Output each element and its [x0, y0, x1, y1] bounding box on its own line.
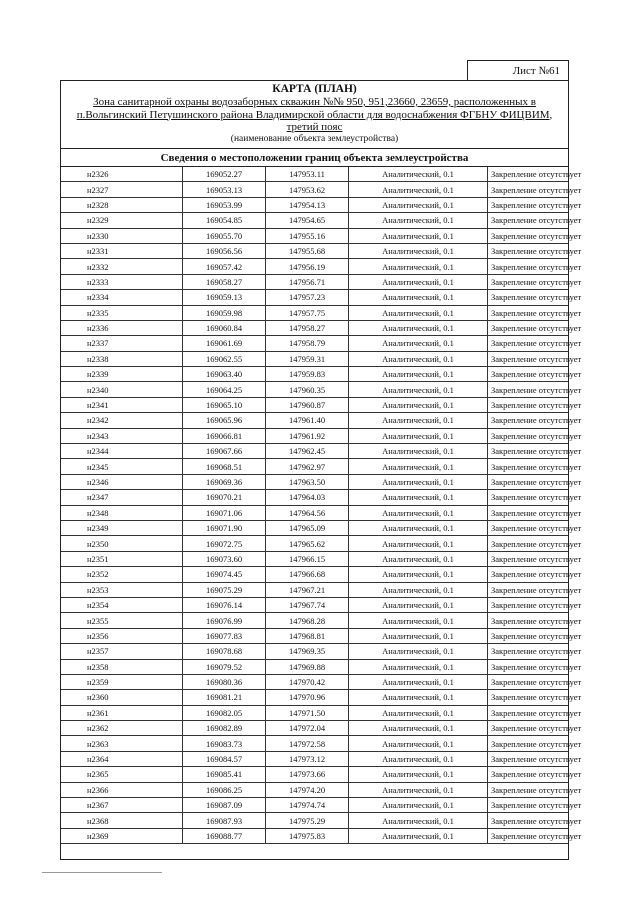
point-id-cell: н2334 [61, 290, 183, 305]
y-coordinate-cell: 147973.12 [266, 751, 349, 766]
method-cell: Аналитический, 0.1 [349, 644, 488, 659]
y-coordinate-cell: 147968.28 [266, 613, 349, 628]
table-row [61, 505, 568, 520]
x-coordinate-cell: 169079.52 [183, 659, 266, 674]
y-coordinate-cell: 147969.35 [266, 644, 349, 659]
fixation-cell: Закрепление отсутствует [488, 551, 569, 566]
x-coordinate-cell: 169074.45 [183, 567, 266, 582]
fixation-cell: Закрепление отсутствует [488, 320, 569, 335]
fixation-cell: Закрепление отсутствует [488, 490, 569, 505]
method-cell: Аналитический, 0.1 [349, 674, 488, 689]
table-row [61, 551, 568, 566]
x-coordinate-cell: 169068.51 [183, 459, 266, 474]
table-row [61, 798, 568, 813]
fixation-cell: Закрепление отсутствует [488, 274, 569, 289]
method-cell: Аналитический, 0.1 [349, 582, 488, 597]
x-coordinate-cell: 169065.10 [183, 397, 266, 412]
point-id-cell: н2349 [61, 520, 183, 535]
fixation-cell: Закрепление отсутствует [488, 382, 569, 397]
point-id-cell: н2350 [61, 536, 183, 551]
table-row [61, 382, 568, 397]
method-cell: Аналитический, 0.1 [349, 520, 488, 535]
table-row [61, 690, 568, 705]
point-id-cell: н2341 [61, 397, 183, 412]
y-coordinate-cell: 147956.71 [266, 274, 349, 289]
point-id-cell: н2363 [61, 736, 183, 751]
y-coordinate-cell: 147953.62 [266, 182, 349, 197]
table-row [61, 444, 568, 459]
y-coordinate-cell: 147961.92 [266, 428, 349, 443]
y-coordinate-cell: 147955.16 [266, 228, 349, 243]
point-id-cell: н2342 [61, 413, 183, 428]
table-row [61, 767, 568, 782]
fixation-cell: Закрепление отсутствует [488, 505, 569, 520]
y-coordinate-cell: 147962.45 [266, 444, 349, 459]
y-coordinate-cell: 147967.74 [266, 597, 349, 612]
point-id-cell: н2367 [61, 798, 183, 813]
method-cell: Аналитический, 0.1 [349, 197, 488, 212]
method-cell: Аналитический, 0.1 [349, 274, 488, 289]
x-coordinate-cell: 169083.73 [183, 736, 266, 751]
y-coordinate-cell: 147956.19 [266, 259, 349, 274]
x-coordinate-cell: 169071.06 [183, 505, 266, 520]
table-row [61, 736, 568, 751]
fixation-cell: Закрепление отсутствует [488, 413, 569, 428]
y-coordinate-cell: 147971.50 [266, 705, 349, 720]
table-row [61, 644, 568, 659]
x-coordinate-cell: 169054.85 [183, 213, 266, 228]
fixation-cell: Закрепление отсутствует [488, 613, 569, 628]
y-coordinate-cell: 147967.21 [266, 582, 349, 597]
y-coordinate-cell: 147954.65 [266, 213, 349, 228]
method-cell: Аналитический, 0.1 [349, 721, 488, 736]
method-cell: Аналитический, 0.1 [349, 536, 488, 551]
point-id-cell: н2326 [61, 167, 183, 182]
x-coordinate-cell: 169088.77 [183, 828, 266, 843]
y-coordinate-cell: 147970.96 [266, 690, 349, 705]
x-coordinate-cell: 169055.70 [183, 228, 266, 243]
table-row [61, 274, 568, 289]
x-coordinate-cell: 169077.83 [183, 628, 266, 643]
fixation-cell: Закрепление отсутствует [488, 474, 569, 489]
point-id-cell: н2345 [61, 459, 183, 474]
x-coordinate-cell: 169062.55 [183, 351, 266, 366]
fixation-cell: Закрепление отсутствует [488, 459, 569, 474]
fixation-cell: Закрепление отсутствует [488, 536, 569, 551]
x-coordinate-cell: 169053.99 [183, 197, 266, 212]
point-id-cell: н2357 [61, 644, 183, 659]
y-coordinate-cell: 147968.81 [266, 628, 349, 643]
table-row [61, 243, 568, 258]
method-cell: Аналитический, 0.1 [349, 597, 488, 612]
y-coordinate-cell: 147970.42 [266, 674, 349, 689]
point-id-cell: н2364 [61, 751, 183, 766]
x-coordinate-cell: 169070.21 [183, 490, 266, 505]
method-cell: Аналитический, 0.1 [349, 320, 488, 335]
method-cell: Аналитический, 0.1 [349, 551, 488, 566]
y-coordinate-cell: 147965.62 [266, 536, 349, 551]
point-id-cell: н2328 [61, 197, 183, 212]
y-coordinate-cell: 147972.04 [266, 721, 349, 736]
method-cell: Аналитический, 0.1 [349, 351, 488, 366]
table-row [61, 705, 568, 720]
point-id-cell: н2362 [61, 721, 183, 736]
table-row [61, 336, 568, 351]
fixation-cell: Закрепление отсутствует [488, 644, 569, 659]
point-id-cell: н2327 [61, 182, 183, 197]
x-coordinate-cell: 169087.93 [183, 813, 266, 828]
y-coordinate-cell: 147957.23 [266, 290, 349, 305]
fixation-cell: Закрепление отсутствует [488, 290, 569, 305]
x-coordinate-cell: 169067.66 [183, 444, 266, 459]
x-coordinate-cell: 169071.90 [183, 520, 266, 535]
table-row [61, 459, 568, 474]
point-id-cell: н2333 [61, 274, 183, 289]
x-coordinate-cell: 169085.41 [183, 767, 266, 782]
table-row [61, 628, 568, 643]
object-description-line-2: п.Вольгинский Петушинского района Владимирской области для водоснабжения ФГБНУ ФИЦВИМ, [76, 108, 553, 121]
fixation-cell: Закрепление отсутствует [488, 397, 569, 412]
method-cell: Аналитический, 0.1 [349, 505, 488, 520]
method-cell: Аналитический, 0.1 [349, 736, 488, 751]
fixation-cell: Закрепление отсутствует [488, 520, 569, 535]
fixation-cell: Закрепление отсутствует [488, 213, 569, 228]
coordinates-table-body [61, 167, 582, 844]
point-id-cell: н2339 [61, 367, 183, 382]
method-cell: Аналитический, 0.1 [349, 813, 488, 828]
method-cell: Аналитический, 0.1 [349, 305, 488, 320]
x-coordinate-cell: 169052.27 [183, 167, 266, 182]
point-id-cell: н2344 [61, 444, 183, 459]
point-id-cell: н2347 [61, 490, 183, 505]
method-cell: Аналитический, 0.1 [349, 382, 488, 397]
method-cell: Аналитический, 0.1 [349, 567, 488, 582]
table-row [61, 613, 568, 628]
fixation-cell: Закрепление отсутствует [488, 582, 569, 597]
table-row [61, 413, 568, 428]
table-row [61, 751, 568, 766]
x-coordinate-cell: 169059.98 [183, 305, 266, 320]
point-id-cell: н2365 [61, 767, 183, 782]
y-coordinate-cell: 147974.20 [266, 782, 349, 797]
table-row [61, 782, 568, 797]
x-coordinate-cell: 169084.57 [183, 751, 266, 766]
x-coordinate-cell: 169057.42 [183, 259, 266, 274]
method-cell: Аналитический, 0.1 [349, 459, 488, 474]
method-cell: Аналитический, 0.1 [349, 705, 488, 720]
y-coordinate-cell: 147965.09 [266, 520, 349, 535]
method-cell: Аналитический, 0.1 [349, 182, 488, 197]
method-cell: Аналитический, 0.1 [349, 828, 488, 843]
table-row [61, 290, 568, 305]
fixation-cell: Закрепление отсутствует [488, 628, 569, 643]
fixation-cell: Закрепление отсутствует [488, 351, 569, 366]
table-row [61, 582, 568, 597]
fixation-cell: Закрепление отсутствует [488, 751, 569, 766]
object-description-line-3: третий пояс [286, 121, 343, 133]
x-coordinate-cell: 169063.40 [183, 367, 266, 382]
y-coordinate-cell: 147954.13 [266, 197, 349, 212]
point-id-cell: н2368 [61, 813, 183, 828]
point-id-cell: н2353 [61, 582, 183, 597]
point-id-cell: н2348 [61, 505, 183, 520]
point-id-cell: н2329 [61, 213, 183, 228]
point-id-cell: н2354 [61, 597, 183, 612]
y-coordinate-cell: 147960.87 [266, 397, 349, 412]
point-id-cell: н2369 [61, 828, 183, 843]
method-cell: Аналитический, 0.1 [349, 213, 488, 228]
x-coordinate-cell: 169073.60 [183, 551, 266, 566]
fixation-cell: Закрепление отсутствует [488, 736, 569, 751]
fixation-cell: Закрепление отсутствует [488, 197, 569, 212]
x-coordinate-cell: 169086.25 [183, 782, 266, 797]
coordinates-table [61, 167, 582, 844]
document-header [61, 81, 568, 149]
method-cell: Аналитический, 0.1 [349, 767, 488, 782]
point-id-cell: н2337 [61, 336, 183, 351]
method-cell: Аналитический, 0.1 [349, 243, 488, 258]
table-row [61, 228, 568, 243]
table-row [61, 520, 568, 535]
point-id-cell: н2343 [61, 428, 183, 443]
table-row [61, 367, 568, 382]
point-id-cell: н2335 [61, 305, 183, 320]
y-coordinate-cell: 147961.40 [266, 413, 349, 428]
x-coordinate-cell: 169072.75 [183, 536, 266, 551]
fixation-cell: Закрепление отсутствует [488, 228, 569, 243]
method-cell: Аналитический, 0.1 [349, 336, 488, 351]
x-coordinate-cell: 169081.21 [183, 690, 266, 705]
y-coordinate-cell: 147960.35 [266, 382, 349, 397]
x-coordinate-cell: 169061.69 [183, 336, 266, 351]
method-cell: Аналитический, 0.1 [349, 782, 488, 797]
x-coordinate-cell: 169087.09 [183, 798, 266, 813]
table-row [61, 490, 568, 505]
method-cell: Аналитический, 0.1 [349, 474, 488, 489]
table-row [61, 320, 568, 335]
fixation-cell: Закрепление отсутствует [488, 721, 569, 736]
x-coordinate-cell: 169075.29 [183, 582, 266, 597]
method-cell: Аналитический, 0.1 [349, 290, 488, 305]
method-cell: Аналитический, 0.1 [349, 490, 488, 505]
table-row [61, 397, 568, 412]
x-coordinate-cell: 169069.36 [183, 474, 266, 489]
x-coordinate-cell: 169080.36 [183, 674, 266, 689]
point-id-cell: н2361 [61, 705, 183, 720]
y-coordinate-cell: 147964.03 [266, 490, 349, 505]
y-coordinate-cell: 147973.66 [266, 767, 349, 782]
point-id-cell: н2338 [61, 351, 183, 366]
y-coordinate-cell: 147972.58 [266, 736, 349, 751]
y-coordinate-cell: 147955.68 [266, 243, 349, 258]
table-row [61, 597, 568, 612]
fixation-cell: Закрепление отсутствует [488, 659, 569, 674]
x-coordinate-cell: 169060.84 [183, 320, 266, 335]
y-coordinate-cell: 147959.83 [266, 367, 349, 382]
method-cell: Аналитический, 0.1 [349, 444, 488, 459]
sheet-number: Лист №61 [467, 60, 569, 80]
point-id-cell: н2352 [61, 567, 183, 582]
x-coordinate-cell: 169064.25 [183, 382, 266, 397]
fixation-cell: Закрепление отсутствует [488, 259, 569, 274]
table-row [61, 659, 568, 674]
table-row [61, 351, 568, 366]
fixation-cell: Закрепление отсутствует [488, 367, 569, 382]
y-coordinate-cell: 147957.75 [266, 305, 349, 320]
x-coordinate-cell: 169065.96 [183, 413, 266, 428]
method-cell: Аналитический, 0.1 [349, 228, 488, 243]
point-id-cell: н2330 [61, 228, 183, 243]
point-id-cell: н2346 [61, 474, 183, 489]
method-cell: Аналитический, 0.1 [349, 690, 488, 705]
point-id-cell: н2332 [61, 259, 183, 274]
point-id-cell: н2336 [61, 320, 183, 335]
fixation-cell: Закрепление отсутствует [488, 428, 569, 443]
fixation-cell: Закрепление отсутствует [488, 243, 569, 258]
table-row [61, 674, 568, 689]
document-title: КАРТА (ПЛАН) [272, 83, 357, 95]
y-coordinate-cell: 147963.50 [266, 474, 349, 489]
table-row [61, 182, 568, 197]
method-cell: Аналитический, 0.1 [349, 367, 488, 382]
point-id-cell: н2340 [61, 382, 183, 397]
fixation-cell: Закрепление отсутствует [488, 444, 569, 459]
x-coordinate-cell: 169078.68 [183, 644, 266, 659]
table-row [61, 197, 568, 212]
method-cell: Аналитический, 0.1 [349, 659, 488, 674]
x-coordinate-cell: 169076.14 [183, 597, 266, 612]
fixation-cell: Закрепление отсутствует [488, 182, 569, 197]
table-row [61, 305, 568, 320]
document-frame [60, 80, 582, 860]
table-row [61, 828, 568, 843]
point-id-cell: н2359 [61, 674, 183, 689]
method-cell: Аналитический, 0.1 [349, 751, 488, 766]
table-row [61, 536, 568, 551]
point-id-cell: н2360 [61, 690, 183, 705]
y-coordinate-cell: 147962.97 [266, 459, 349, 474]
y-coordinate-cell: 147959.31 [266, 351, 349, 366]
point-id-cell: н2358 [61, 659, 183, 674]
point-id-cell: н2331 [61, 243, 183, 258]
method-cell: Аналитический, 0.1 [349, 613, 488, 628]
y-coordinate-cell: 147966.15 [266, 551, 349, 566]
method-cell: Аналитический, 0.1 [349, 428, 488, 443]
fixation-cell: Закрепление отсутствует [488, 705, 569, 720]
method-cell: Аналитический, 0.1 [349, 397, 488, 412]
y-coordinate-cell: 147964.56 [266, 505, 349, 520]
method-cell: Аналитический, 0.1 [349, 259, 488, 274]
fixation-cell: Закрепление отсутствует [488, 567, 569, 582]
method-cell: Аналитический, 0.1 [349, 628, 488, 643]
method-cell: Аналитический, 0.1 [349, 798, 488, 813]
table-row [61, 567, 568, 582]
fixation-cell: Закрепление отсутствует [488, 597, 569, 612]
fixation-cell: Закрепление отсутствует [488, 798, 569, 813]
table-row [61, 167, 568, 182]
point-id-cell: н2355 [61, 613, 183, 628]
fixation-cell: Закрепление отсутствует [488, 782, 569, 797]
fixation-cell: Закрепление отсутствует [488, 767, 569, 782]
fixation-cell: Закрепление отсутствует [488, 336, 569, 351]
point-id-cell: н2356 [61, 628, 183, 643]
y-coordinate-cell: 147975.83 [266, 828, 349, 843]
section-title: Сведения о местоположении границ объекта землеустройства [61, 149, 568, 167]
table-row [61, 474, 568, 489]
fixation-cell: Закрепление отсутствует [488, 828, 569, 843]
x-coordinate-cell: 169066.81 [183, 428, 266, 443]
x-coordinate-cell: 169082.05 [183, 705, 266, 720]
method-cell: Аналитический, 0.1 [349, 413, 488, 428]
fixation-cell: Закрепление отсутствует [488, 674, 569, 689]
fixation-cell: Закрепление отсутствует [488, 167, 569, 182]
table-row [61, 813, 568, 828]
y-coordinate-cell: 147958.27 [266, 320, 349, 335]
y-coordinate-cell: 147975.29 [266, 813, 349, 828]
x-coordinate-cell: 169053.13 [183, 182, 266, 197]
method-cell: Аналитический, 0.1 [349, 167, 488, 182]
x-coordinate-cell: 169058.27 [183, 274, 266, 289]
y-coordinate-cell: 147958.79 [266, 336, 349, 351]
object-caption: (наименование объекта землеустройства) [230, 133, 399, 144]
y-coordinate-cell: 147953.11 [266, 167, 349, 182]
table-row [61, 428, 568, 443]
x-coordinate-cell: 169059.13 [183, 290, 266, 305]
x-coordinate-cell: 169076.99 [183, 613, 266, 628]
table-row [61, 259, 568, 274]
x-coordinate-cell: 169056.56 [183, 243, 266, 258]
point-id-cell: н2351 [61, 551, 183, 566]
fixation-cell: Закрепление отсутствует [488, 690, 569, 705]
x-coordinate-cell: 169082.89 [183, 721, 266, 736]
y-coordinate-cell: 147974.74 [266, 798, 349, 813]
footer-divider [42, 872, 162, 873]
y-coordinate-cell: 147966.68 [266, 567, 349, 582]
point-id-cell: н2366 [61, 782, 183, 797]
object-description-line-1: Зона санитарной охраны водозаборных скважин №№ 950, 951,23660, 23659, расположенных в [93, 96, 536, 108]
y-coordinate-cell: 147969.88 [266, 659, 349, 674]
table-row [61, 721, 568, 736]
table-row [61, 213, 568, 228]
fixation-cell: Закрепление отсутствует [488, 813, 569, 828]
fixation-cell: Закрепление отсутствует [488, 305, 569, 320]
